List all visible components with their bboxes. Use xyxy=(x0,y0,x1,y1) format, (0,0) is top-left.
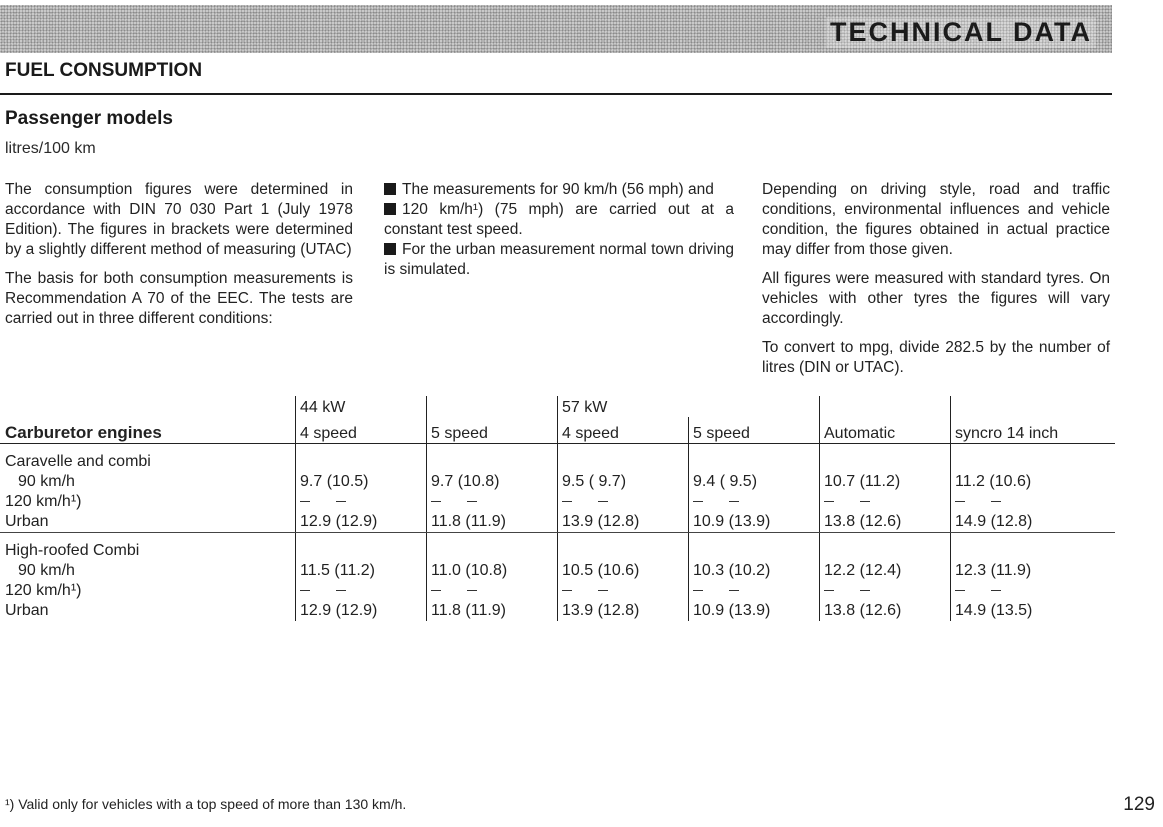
dash-cell xyxy=(951,581,1116,601)
table-cell: 12.2 (12.4) xyxy=(820,561,951,581)
table-cell: 12.3 (11.9) xyxy=(951,561,1116,581)
intro-column-3 xyxy=(762,180,1110,387)
dash-cell xyxy=(689,492,820,512)
table-cell: 13.9 (12.8) xyxy=(558,601,689,621)
units-label: litres/100 km xyxy=(5,140,96,157)
subheading: Passenger models xyxy=(5,108,173,129)
table-cell: 12.9 (12.9) xyxy=(296,601,427,621)
table-cell: 9.7 (10.5) xyxy=(296,472,427,492)
intro-paragraph: The basis for both consumption measurements is Recommendation A 70 of the EEC. The tests are carried out in three different conditions: xyxy=(5,270,353,327)
row-label: 120 km/h¹) xyxy=(5,493,82,510)
table-row-header: Carburetor engines xyxy=(0,417,296,444)
footnote: ¹) Valid only for vehicles with a top speed of more than 130 km/h. xyxy=(5,796,407,812)
dash-cell xyxy=(951,492,1116,512)
dash-cell xyxy=(296,492,427,512)
intro-paragraph: All figures were measured with standard tyres. On vehicles with other tyres the figures will vary accordingly. xyxy=(762,270,1110,327)
banner-title: TECHNICAL DATA xyxy=(826,17,1096,48)
section-title: FUEL CONSUMPTION xyxy=(5,60,203,81)
dash-cell xyxy=(820,492,951,512)
table-cell: 13.9 (12.8) xyxy=(558,512,689,533)
group-label: High-roofed Combi xyxy=(5,542,140,559)
fuel-consumption-table xyxy=(0,396,1115,621)
table-cell: 14.9 (12.8) xyxy=(951,512,1116,533)
intro-paragraph: Depending on driving style, road and traffic conditions, environmental influences and vehicle condition, the figures obtained in actual practice may differ from those given. xyxy=(762,181,1110,258)
intro-column-1 xyxy=(5,180,353,338)
dash-cell xyxy=(820,581,951,601)
bullet-item xyxy=(384,180,734,200)
intro-paragraph: The consumption figures were determined in accordance with DIN 70 030 Part 1 (July 1978 Edition). The figures in brackets were determined by a slightly different method of measuring (UTAC) xyxy=(5,181,353,258)
table-cell: 11.2 (10.6) xyxy=(951,472,1116,492)
column-header: Automatic xyxy=(820,417,951,444)
section-divider xyxy=(0,93,1112,95)
table-cell: 10.3 (10.2) xyxy=(689,561,820,581)
table-cell: 10.9 (13.9) xyxy=(689,601,820,621)
bullet-text: The measurements for 90 km/h (56 mph) and xyxy=(402,181,714,198)
table-cell: 10.5 (10.6) xyxy=(558,561,689,581)
row-label: 90 km/h xyxy=(18,562,75,579)
column-header: syncro 14 inch xyxy=(951,417,1116,444)
table-cell: 9.5 ( 9.7) xyxy=(558,472,689,492)
page-number: 129 xyxy=(1123,794,1155,815)
group-label: Caravelle and combi xyxy=(5,453,151,470)
table-cell: 13.8 (12.6) xyxy=(820,601,951,621)
table-cell: 11.8 (11.9) xyxy=(427,601,558,621)
table-cell: 11.0 (10.8) xyxy=(427,561,558,581)
table-cell: 10.7 (11.2) xyxy=(820,472,951,492)
bullet-item xyxy=(384,240,734,280)
table-cell: 11.8 (11.9) xyxy=(427,512,558,533)
intro-paragraph: To convert to mpg, divide 282.5 by the number of litres (DIN or UTAC). xyxy=(762,339,1110,376)
row-label: 120 km/h¹) xyxy=(5,582,82,599)
table-cell: 11.5 (11.2) xyxy=(296,561,427,581)
header-banner xyxy=(0,5,1112,53)
dash-cell xyxy=(427,581,558,601)
power-header-57kw: 57 kW xyxy=(558,396,689,417)
dash-cell xyxy=(296,581,427,601)
bullet-text: For the urban measurement normal town driving is simulated. xyxy=(384,241,734,278)
table-cell: 9.7 (10.8) xyxy=(427,472,558,492)
dash-cell xyxy=(427,492,558,512)
table-cell: 9.4 ( 9.5) xyxy=(689,472,820,492)
dash-cell xyxy=(689,581,820,601)
table-cell: 12.9 (12.9) xyxy=(296,512,427,533)
row-label: Urban xyxy=(5,602,49,619)
square-bullet-icon xyxy=(384,203,396,215)
bullet-text: 120 km/h¹) (75 mph) are carried out at a constant test speed. xyxy=(384,201,734,238)
table-cell: 14.9 (13.5) xyxy=(951,601,1116,621)
square-bullet-icon xyxy=(384,183,396,195)
column-header: 5 speed xyxy=(689,417,820,444)
square-bullet-icon xyxy=(384,243,396,255)
row-label: Urban xyxy=(0,512,296,533)
dash-cell xyxy=(558,492,689,512)
intro-column-2 xyxy=(384,180,734,280)
bullet-item xyxy=(384,200,734,240)
row-label: 90 km/h xyxy=(18,473,75,490)
column-header: 4 speed xyxy=(296,417,427,444)
table-cell: 10.9 (13.9) xyxy=(689,512,820,533)
dash-cell xyxy=(558,581,689,601)
power-header-44kw: 44 kW xyxy=(296,396,427,417)
table-cell: 13.8 (12.6) xyxy=(820,512,951,533)
column-header: 4 speed xyxy=(558,417,689,444)
column-header: 5 speed xyxy=(427,417,558,444)
